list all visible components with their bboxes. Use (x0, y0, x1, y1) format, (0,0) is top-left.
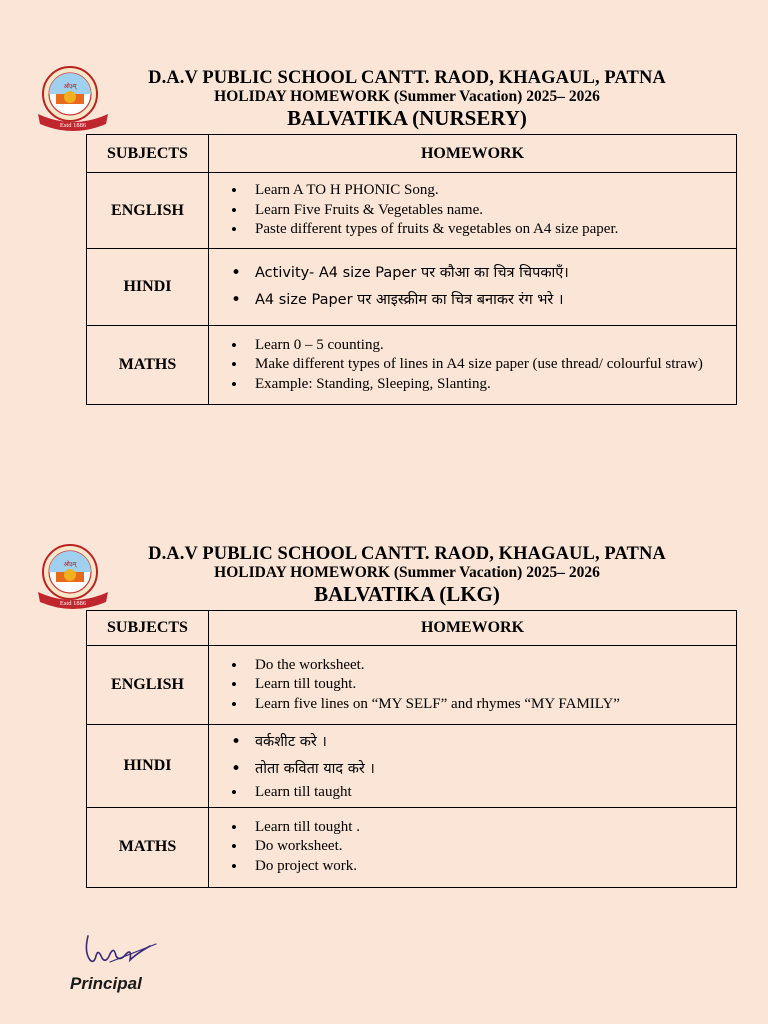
homework-header: HOMEWORK (209, 611, 737, 646)
svg-text:Estd 1886: Estd 1886 (59, 600, 87, 607)
list-item: • Learn till tought . (229, 818, 728, 838)
subject-cell: HINDI (87, 249, 209, 326)
subject-cell: ENGLISH (87, 646, 209, 725)
list-item: • Paste different types of fruits & vegetables on A4 size paper. (229, 220, 728, 240)
list-item: • Learn Five Fruits & Vegetables name. (229, 201, 728, 221)
list-item: • Example: Standing, Sleeping, Slanting. (229, 375, 728, 395)
list-item: • Activity- A4 size Paper पर कौआ का चित्र चिपकाएँ। (229, 260, 728, 287)
list-item: • Learn till taught (229, 783, 728, 803)
list-item: • Do the worksheet. (229, 656, 728, 676)
homework-table (86, 610, 737, 888)
svg-text:ओ३म्: ओ३म् (63, 562, 77, 568)
list-item: • Do project work. (229, 857, 728, 877)
list-item: • Do worksheet. (229, 837, 728, 857)
school-name: D.A.V PUBLIC SCHOOL CANTT. RAOD, KHAGAUL, PATNA (148, 68, 666, 88)
homework-title: HOLIDAY HOMEWORK (Summer Vacation) 2025– 2026 (214, 564, 600, 581)
subjects-header: SUBJECTS (87, 611, 209, 646)
list-item: • तोता कविता याद करे । (229, 756, 728, 783)
school-logo (36, 64, 110, 134)
school-logo (36, 542, 110, 612)
list-item: • Make different types of lines in A4 size paper (use thread/ colourful straw) (229, 355, 728, 375)
table-row (87, 646, 737, 725)
table-row (87, 807, 737, 887)
list-item: • Learn five lines on “MY SELF” and rhymes “MY FAMILY” (229, 695, 728, 715)
list-item: • A4 size Paper पर आइस्क्रीम का चित्र बनाकर रंग भरे । (229, 287, 728, 314)
table-row (87, 173, 737, 249)
list-item: • वर्कशीट करे । (229, 729, 728, 756)
subject-cell: HINDI (87, 725, 209, 808)
principal-signature (80, 932, 160, 972)
homework-header: HOMEWORK (209, 135, 737, 173)
list-item: • Learn A TO H PHONIC Song. (229, 181, 728, 201)
class-title: BALVATIKA (NURSERY) (287, 106, 527, 130)
svg-text:Estd 1886: Estd 1886 (59, 122, 87, 129)
list-item: • Learn till tought. (229, 675, 728, 695)
principal-label: Principal (70, 974, 142, 993)
school-name: D.A.V PUBLIC SCHOOL CANTT. RAOD, KHAGAUL, PATNA (148, 544, 666, 564)
subjects-header: SUBJECTS (87, 135, 209, 173)
svg-text:ओ३म्: ओ३म् (63, 84, 77, 90)
subject-cell: ENGLISH (87, 173, 209, 249)
subject-cell: MATHS (87, 807, 209, 887)
subject-cell: MATHS (87, 326, 209, 405)
homework-table (86, 134, 737, 405)
table-row (87, 725, 737, 808)
homework-title: HOLIDAY HOMEWORK (Summer Vacation) 2025– 2026 (214, 88, 600, 105)
table-row (87, 326, 737, 405)
list-item: • Learn 0 – 5 counting. (229, 336, 728, 356)
table-row (87, 249, 737, 326)
class-title: BALVATIKA (LKG) (314, 582, 500, 606)
